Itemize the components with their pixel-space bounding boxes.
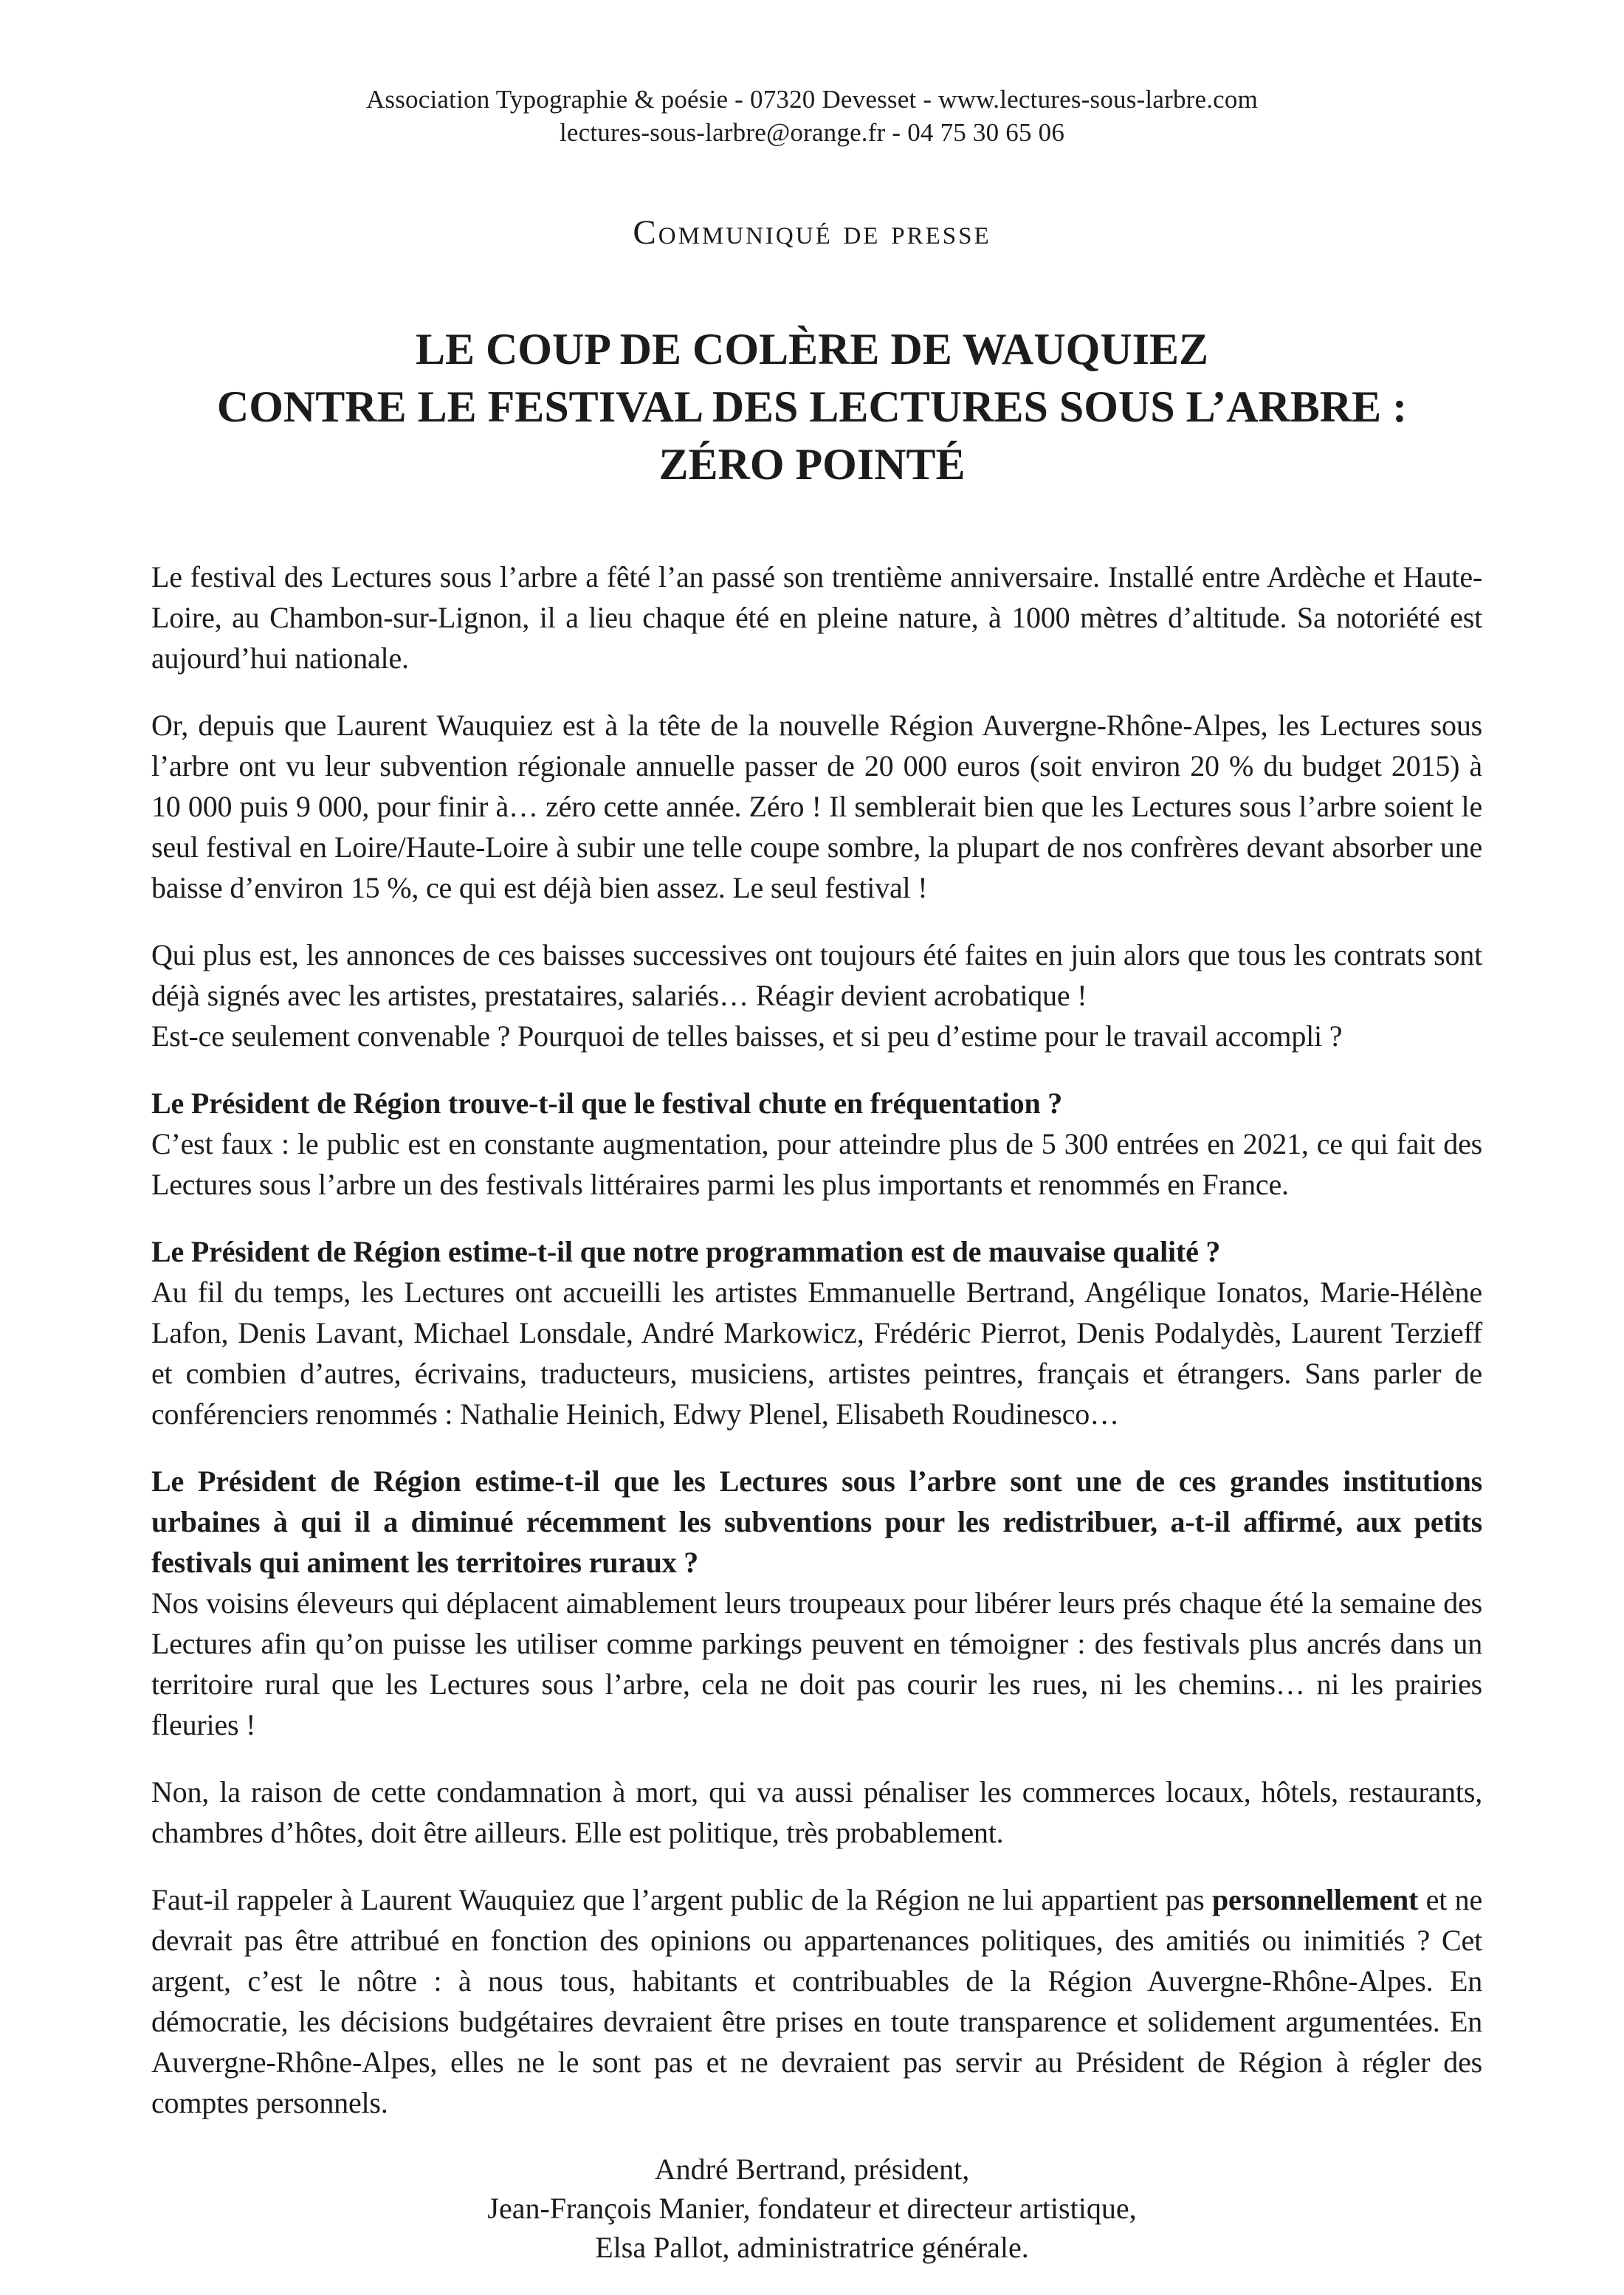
letterhead-address: Association Typographie & poésie - 07320 Devesset - www.lectures-sous-larbre.com xyxy=(365,85,1259,114)
paragraph-annonces-line2: Est-ce seulement convenable ? Pourquoi de telles baisses, et si peu d’estime pour le travail accompli ? xyxy=(151,1019,1343,1053)
body-text xyxy=(151,557,1482,2123)
main-title xyxy=(89,320,1535,493)
document-type-label: Communiqué de presse xyxy=(633,213,991,252)
letterhead xyxy=(0,83,1624,149)
answer-frequentation: C’est faux : le public est en constante augmentation, pour atteindre plus de 5 300 entrées en 2021, ce qui fait des Lectures sous l’arbre un des festivals littéraires parmi les plus importants et renommés en France. xyxy=(151,1127,1482,1201)
argent-public-after: et ne devrait pas être attribué en fonction des opinions ou appartenances politiques, des amitiés ou inimitiés ? Cet argent, c’est le nôtre : à nous tous, habitants et contribuables de la Région Auvergne-Rhône-Alpes. En démocratie, les décisions budgétaires devraient être prises en toute transparence et solidement argumentées. En Auvergne-Rhône-Alpes, elles ne le sont pas et ne devraient pas servir au Président de Région à régler des comptes personnels. xyxy=(151,1883,1482,2119)
question-frequentation: Le Président de Région trouve-t-il que le festival chute en fréquentation ? xyxy=(151,1087,1063,1120)
title-line-2: CONTRE LE FESTIVAL DES LECTURES SOUS L’ARBRE : xyxy=(216,382,1408,431)
signature-block xyxy=(0,2150,1624,2267)
signature-president: André Bertrand, président, xyxy=(654,2153,970,2186)
paragraph-subventions: Or, depuis que Laurent Wauquiez est à la tête de la nouvelle Région Auvergne-Rhône-Alpes, les Lectures sous l’arbre ont vu leur subvention régionale annuelle passer de 20 000 euros (soit environ 20 % du budget 2015) à 10 000 puis 9 000, pour finir à… zéro cette année. Zéro ! Il semblerait bien que les Lectures sous l’arbre soient le seul festival en Loire/Haute-Loire à subir une telle coupe sombre, la plupart de nos confrères devant absorber une baisse d’environ 15 %, ce qui est déjà bien assez. Le seul festival ! xyxy=(151,709,1482,904)
paragraph-annonces-line1: Qui plus est, les annonces de ces baisses successives ont toujours été faites en juin alors que tous les contrats sont déjà signés avec les artistes, prestataires, salariés… Réagir devient acrobatique ! xyxy=(151,938,1482,1012)
answer-institutions: Nos voisins éleveurs qui déplacent aimablement leurs troupeaux pour libérer leurs prés chaque été la semaine des Lectures afin qu’on puisse les utiliser comme parkings peuvent en témoigner : des festivals plus ancrés dans un territoire rural que les Lectures sous l’arbre, cela ne doit pas courir les rues, ni les chemins… ni les prairies fleuries ! xyxy=(151,1586,1482,1741)
paragraph-festival-intro: Le festival des Lectures sous l’arbre a fêté l’an passé son trentième anniversaire. Installé entre Ardèche et Haute-Loire, au Chambon-sur-Lignon, il a lieu chaque été en pleine nature, à 1000 mètres d’altitude. Sa notoriété est aujourd’hui nationale. xyxy=(151,560,1482,675)
question-programmation: Le Président de Région estime-t-il que notre programmation est de mauvaise qualité ? xyxy=(151,1235,1221,1268)
title-line-3: ZÉRO POINTÉ xyxy=(658,440,966,489)
signature-administratrice: Elsa Pallot, administratrice générale. xyxy=(595,2231,1029,2264)
letterhead-contact: lectures-sous-larbre@orange.fr - 04 75 30 65 06 xyxy=(559,118,1065,147)
question-institutions: Le Président de Région estime-t-il que les Lectures sous l’arbre sont une de ces grandes institutions urbaines à qui il a diminué récemment les subventions pour les redistribuer, a-t-il affirmé, aux petits festivals qui animent les territoires ruraux ? xyxy=(151,1465,1482,1579)
emphasis-personnellement: personnellement xyxy=(1211,1883,1419,1916)
answer-programmation: Au fil du temps, les Lectures ont accueilli les artistes Emmanuelle Bertrand, Angélique Ionatos, Marie-Hélène Lafon, Denis Lavant, Michael Lonsdale, André Markowicz, Frédéric Pierrot, Denis Podalydès, Laurent Terzieff et combien d’autres, écrivains, traducteurs, musiciens, artistes peintres, français et étrangers. Sans parler de conférenciers renommés : Nathalie Heinich, Edwy Plenel, Elisabeth Roudinesco… xyxy=(151,1276,1482,1431)
paragraph-annonces xyxy=(151,935,1482,1056)
title-line-1: LE COUP DE COLÈRE DE WAUQUIEZ xyxy=(415,325,1209,374)
signature-fondateur: Jean-François Manier, fondateur et directeur artistique, xyxy=(487,2192,1137,2225)
paragraph-condamnation: Non, la raison de cette condamnation à mort, qui va aussi pénaliser les commerces locaux, hôtels, restaurants, chambres d’hôtes, doit être ailleurs. Elle est politique, très probablement. xyxy=(151,1775,1482,1849)
paragraph-argent-public xyxy=(151,1879,1482,2123)
argent-public-before: Faut-il rappeler à Laurent Wauquiez que l’argent public de la Région ne lui appartient pas xyxy=(151,1883,1212,1916)
